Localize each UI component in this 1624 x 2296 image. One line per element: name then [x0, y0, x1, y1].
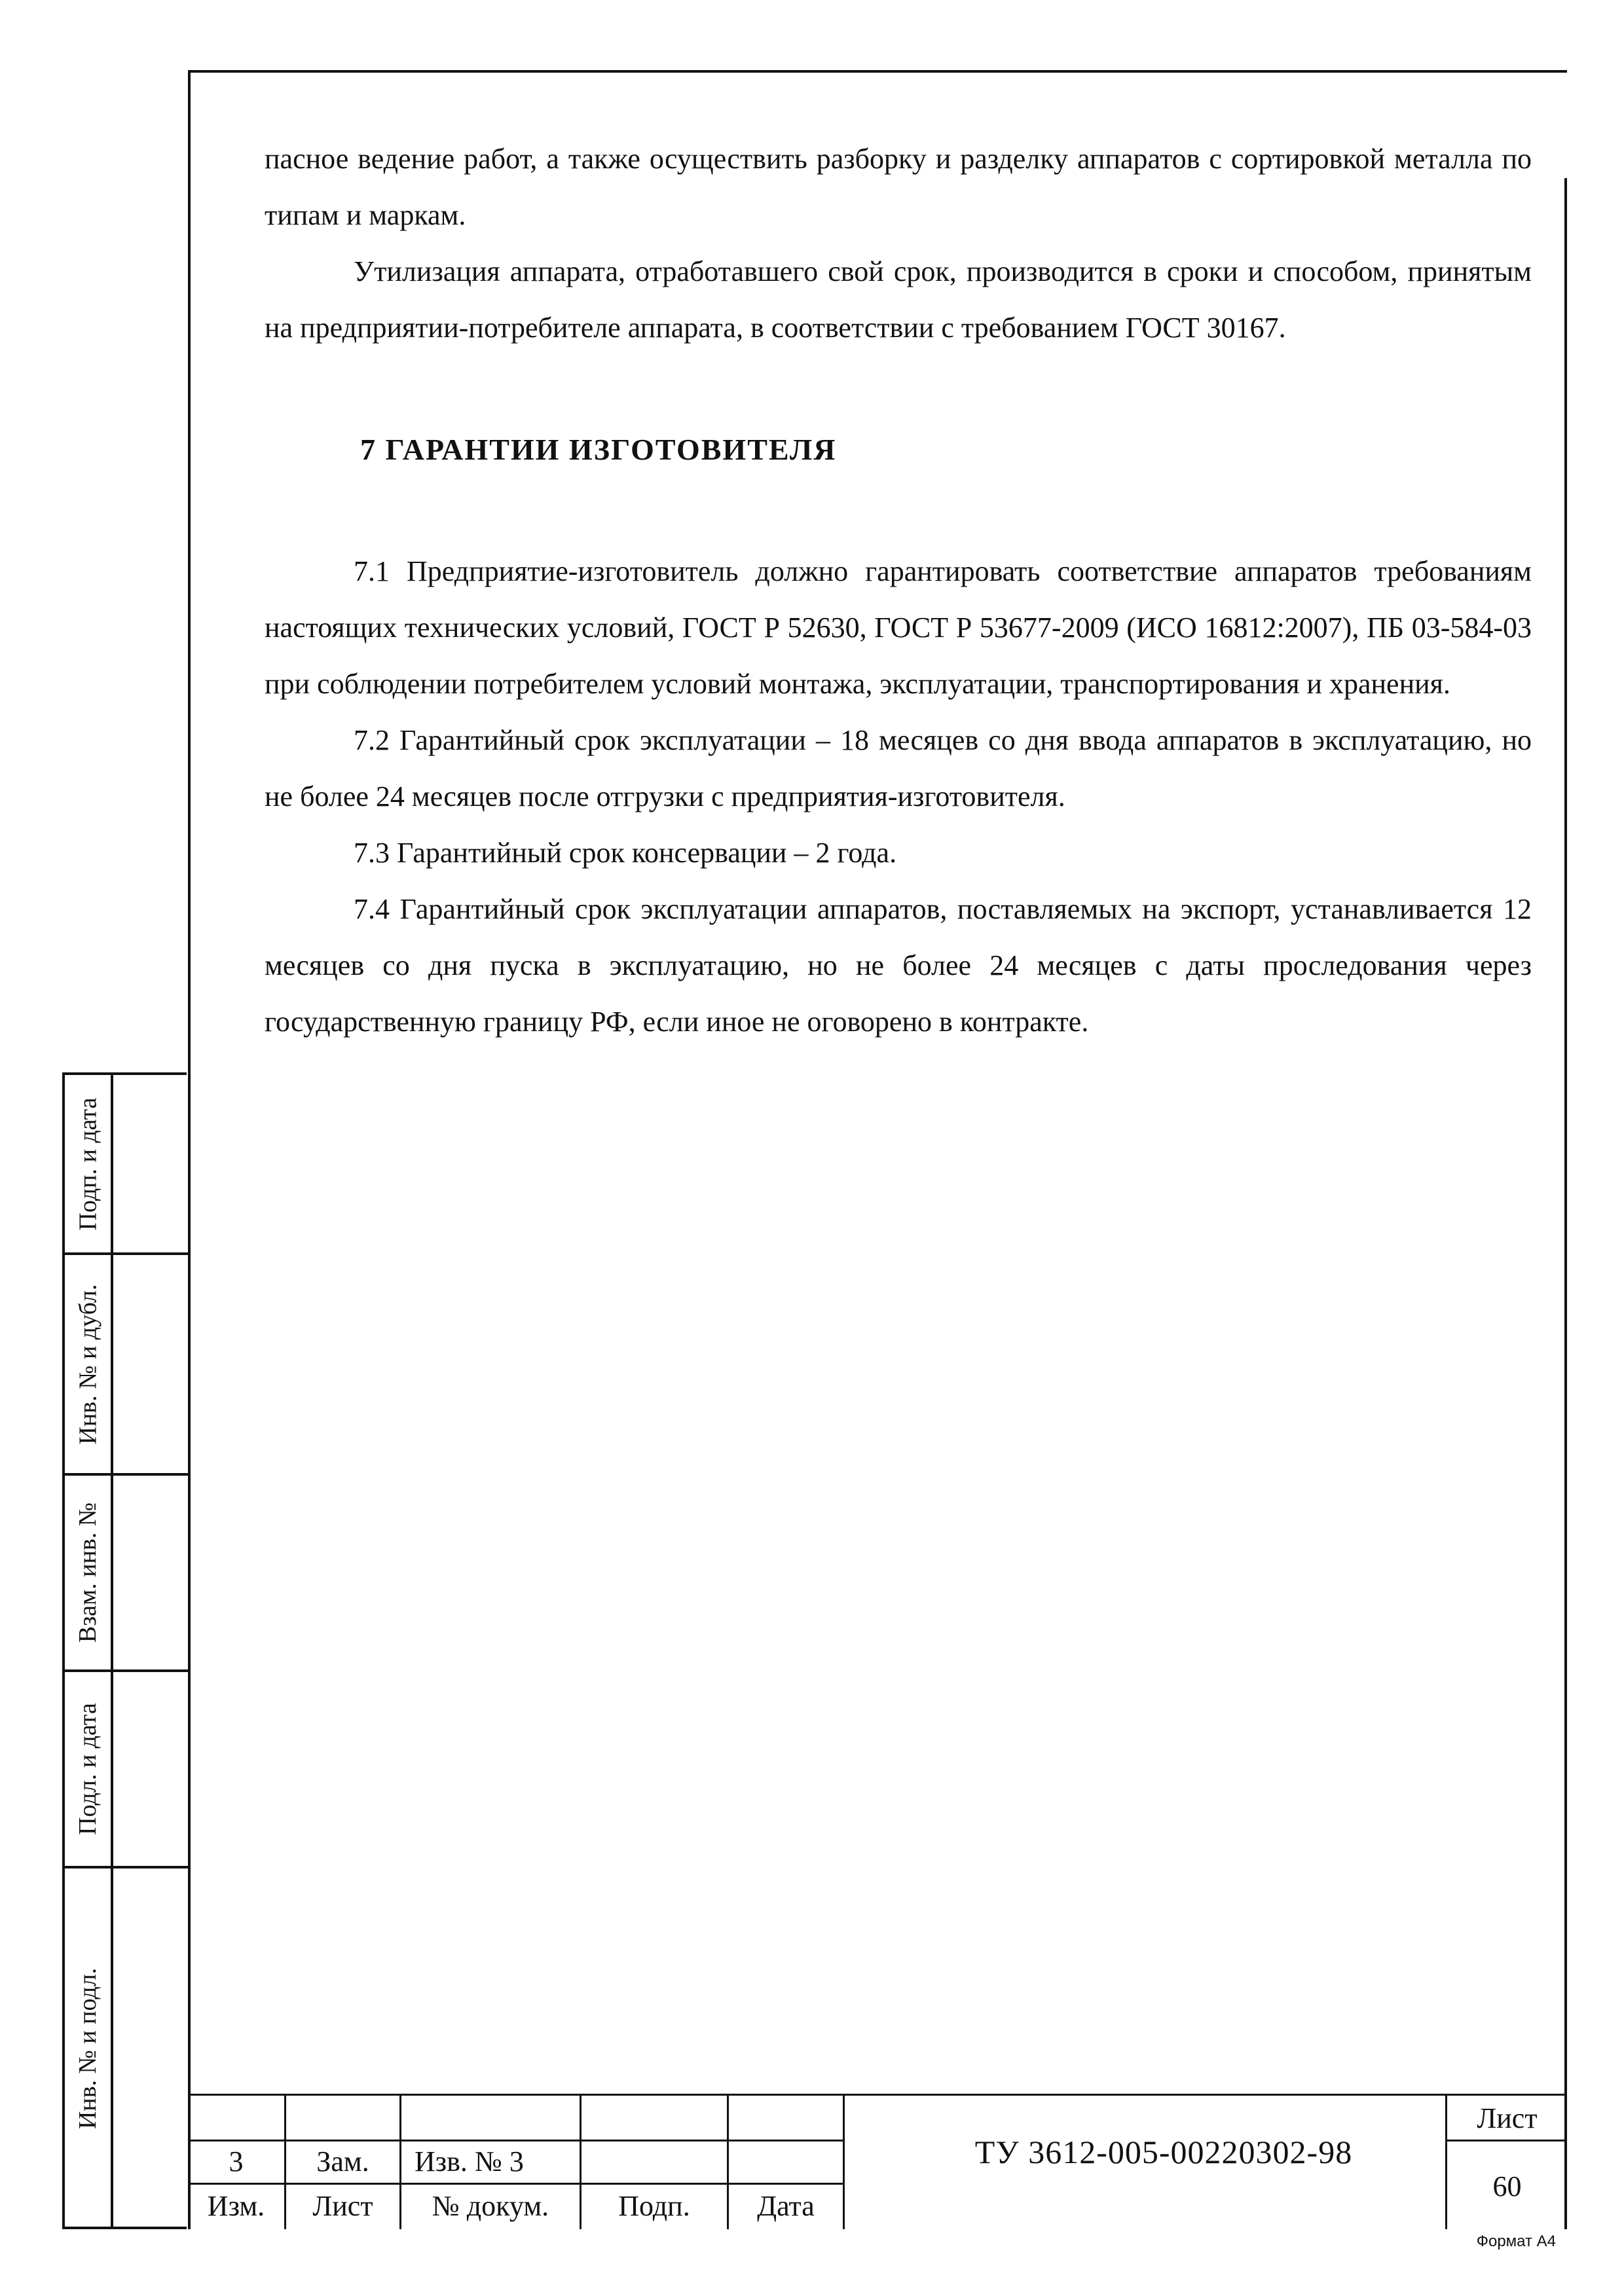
header-data: Дата — [757, 2190, 815, 2222]
title-block-line — [1445, 2140, 1567, 2141]
rev-izm: 3 — [229, 2145, 244, 2178]
sheet-label: Лист — [1477, 2102, 1538, 2134]
side-label-vzam-inv: Взам. инв. № — [74, 1502, 102, 1643]
title-block-line — [188, 2140, 843, 2141]
side-label-podp-data: Подп. и дата — [74, 1097, 102, 1231]
document-body — [265, 131, 1532, 1050]
page-frame-right-edge — [1564, 178, 1567, 2229]
format-label: Формат А4 — [1476, 2232, 1556, 2250]
header-izm: Изм. — [207, 2190, 265, 2222]
side-stamp-divider — [111, 1075, 113, 2227]
paragraph-7-4: 7.4 Гарантийный срок эксплуатации аппаратов, поставляемых на экспорт, устанавливается 12 месяцев со дня пуска в эксплуатацию, но не более 24 месяцев с даты проследования через государственную границу РФ, если иное не оговорено в контракте. — [265, 893, 1532, 1038]
header-list: Лист — [312, 2190, 373, 2222]
paragraph-utilization: Утилизация аппарата, отработавшего свой срок, производится в сроки и способом, принятым на предприятии-потребителе аппарата, в соответствии с требованием ГОСТ 30167. — [265, 255, 1532, 344]
side-label-inv-podl: Инв. № и подл. — [74, 1967, 102, 2130]
side-stamp-block — [62, 1072, 187, 2229]
header-doc: № докум. — [432, 2190, 549, 2222]
rev-list: Зам. — [316, 2145, 369, 2178]
paragraph-7-1: 7.1 Предприятие-изготовитель должно гарантировать соответствие аппаратов требованиям настоящих технических условий, ГОСТ Р 52630, ГОСТ Р 53677-2009 (ИСО 16812:2007), ПБ 03-584-03 при соблюдении потребителем условий монтажа, эксплуатации, транспортирования и хранения. — [265, 555, 1532, 700]
title-block-line — [843, 2094, 845, 2229]
title-block — [188, 2094, 1567, 2229]
section-heading: 7 ГАРАНТИИ ИЗГОТОВИТЕЛЯ — [360, 433, 837, 466]
paragraph-continuation: пасное ведение работ, а также осуществить разборку и разделку аппаратов с сортировкой металла по типам и маркам. — [265, 143, 1532, 231]
paragraph-7-3: 7.3 Гарантийный срок консервации – 2 года. — [354, 837, 897, 869]
paragraph-7-2: 7.2 Гарантийный срок эксплуатации – 18 месяцев со дня ввода аппаратов в эксплуатацию, но не более 24 месяцев после отгрузки с предприятия-изготовителя. — [265, 724, 1532, 812]
title-block-line — [188, 2094, 1567, 2096]
sheet-number: 60 — [1492, 2170, 1522, 2202]
rev-doc: Изв. № 3 — [415, 2145, 524, 2178]
side-label-inv-dubl: Инв. № и дубл. — [74, 1284, 101, 1444]
side-label-podl-data: Подл. и дата — [74, 1703, 102, 1835]
document-code: ТУ 3612-005-00220302-98 — [974, 2134, 1353, 2170]
title-block-line — [188, 2183, 843, 2185]
header-podp: Подп. — [618, 2190, 690, 2222]
